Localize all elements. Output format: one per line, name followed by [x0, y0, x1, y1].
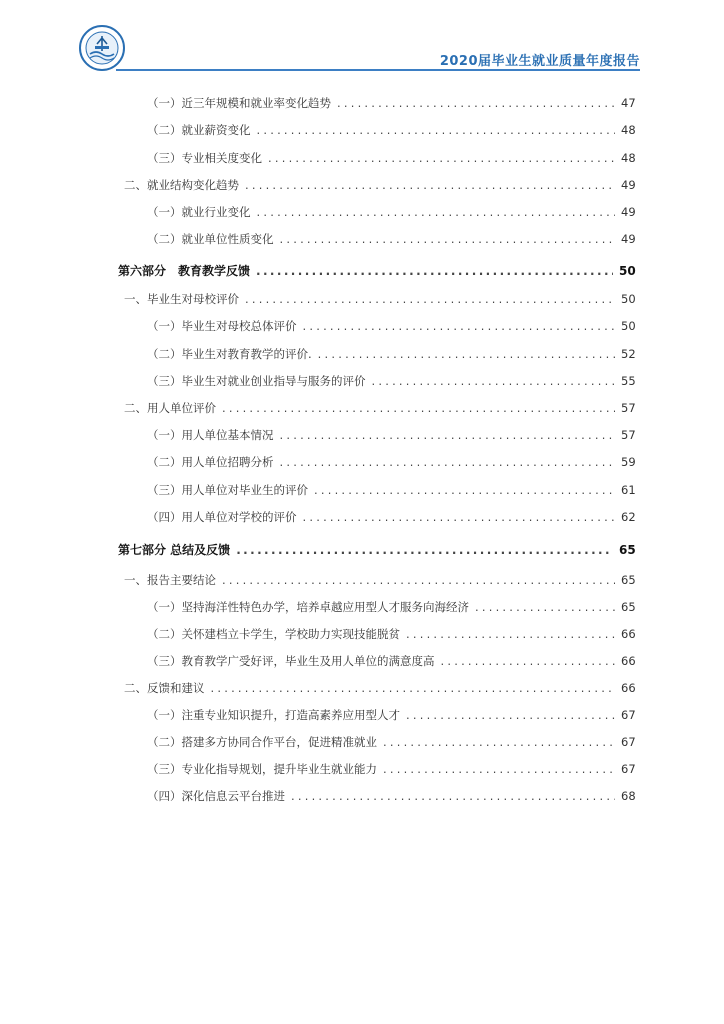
- toc-entry[interactable]: [147, 204, 635, 222]
- toc-page-number: 67: [621, 762, 636, 776]
- dot-leader: [291, 789, 615, 803]
- toc-entry-label: 一、毕业生对母校评价: [124, 292, 239, 306]
- dot-leader: [236, 543, 613, 557]
- toc-entry[interactable]: [147, 626, 635, 644]
- toc-section-entry[interactable]: [118, 541, 635, 559]
- toc-entry-label: （二）用人单位招聘分析: [147, 455, 274, 469]
- toc-page-number: 49: [621, 232, 636, 246]
- dot-leader: [222, 401, 615, 415]
- dot-leader: [257, 123, 616, 137]
- toc-page-number: 66: [621, 654, 636, 668]
- toc-entry[interactable]: [147, 122, 635, 140]
- dot-leader: [383, 762, 615, 776]
- dot-leader: [372, 374, 616, 388]
- toc-entry-label: 二、反馈和建议: [124, 681, 205, 695]
- toc-entry-label: 第七部分 总结及反馈: [118, 543, 231, 557]
- toc-entry-label: （三）专业化指导规划，提升毕业生就业能力: [147, 762, 377, 776]
- header-divider: [116, 69, 640, 71]
- toc-page-number: 50: [621, 319, 636, 333]
- toc-entry[interactable]: [147, 454, 635, 472]
- dot-leader: [406, 627, 615, 641]
- toc-entry-label: （三）用人单位对毕业生的评价: [147, 483, 308, 497]
- dot-leader: [280, 232, 616, 246]
- toc-entry-label: （二）毕业生对教育教学的评价.: [147, 347, 312, 361]
- toc-entry[interactable]: [124, 400, 635, 418]
- toc-entry-label: （一）毕业生对母校总体评价: [147, 319, 297, 333]
- toc-entry[interactable]: [147, 734, 635, 752]
- dot-leader: [257, 205, 616, 219]
- toc-entry-label: （三）专业相关度变化: [147, 151, 262, 165]
- toc-section-entry[interactable]: [118, 262, 635, 280]
- toc-entry-label: 二、就业结构变化趋势: [124, 178, 239, 192]
- toc-entry-label: （一）就业行业变化: [147, 205, 251, 219]
- dot-leader: [337, 96, 615, 110]
- toc-entry-label: （三）教育教学广受好评，毕业生及用人单位的满意度高: [147, 654, 435, 668]
- toc-page-number: 55: [621, 374, 636, 388]
- toc-entry[interactable]: [147, 231, 635, 249]
- toc-page-number: 61: [621, 483, 636, 497]
- toc-entry[interactable]: [147, 150, 635, 168]
- dot-leader: [303, 319, 616, 333]
- university-seal-icon: [78, 24, 126, 72]
- toc-entry[interactable]: [147, 599, 635, 617]
- toc-entry[interactable]: [147, 788, 635, 806]
- report-header-title: 2020届毕业生就业质量年度报告: [439, 54, 640, 69]
- toc-entry[interactable]: [147, 427, 635, 445]
- toc-entry[interactable]: [147, 707, 635, 725]
- dot-leader: [268, 151, 615, 165]
- toc-entry[interactable]: [147, 509, 635, 527]
- toc-entry[interactable]: [147, 653, 635, 671]
- toc-entry[interactable]: [124, 177, 635, 195]
- toc-entry-label: （二）就业单位性质变化: [147, 232, 274, 246]
- toc-entry[interactable]: [147, 346, 635, 364]
- toc-page-number: 57: [621, 401, 636, 415]
- toc-page-number: 67: [621, 735, 636, 749]
- toc-page-number: 50: [621, 292, 636, 306]
- toc-entry-label: （二）搭建多方协同合作平台，促进精准就业: [147, 735, 377, 749]
- dot-leader: [211, 681, 616, 695]
- dot-leader: [303, 510, 616, 524]
- toc-page-number: 66: [621, 627, 636, 641]
- dot-leader: [314, 483, 615, 497]
- toc-page-number: 57: [621, 428, 636, 442]
- toc-page-number: 59: [621, 455, 636, 469]
- toc-page-number: 62: [621, 510, 636, 524]
- toc-entry-label: （一）近三年规模和就业率变化趋势: [147, 96, 331, 110]
- dot-leader: [245, 292, 615, 306]
- toc-entry[interactable]: [124, 680, 635, 698]
- toc-page-number: 48: [621, 123, 636, 137]
- toc-page-number: 66: [621, 681, 636, 695]
- toc-page-number: 67: [621, 708, 636, 722]
- toc-entry-label: （一）注重专业知识提升，打造高素养应用型人才: [147, 708, 400, 722]
- toc-entry[interactable]: [147, 761, 635, 779]
- toc-entry-label: （四）用人单位对学校的评价: [147, 510, 297, 524]
- dot-leader: [245, 178, 615, 192]
- toc-page-number: 68: [621, 789, 636, 803]
- toc-entry-label: （二）关怀建档立卡学生，学校助力实现技能脱贫: [147, 627, 400, 641]
- toc-page-number: 47: [621, 96, 636, 110]
- toc-page-number: 49: [621, 178, 636, 192]
- toc-page-number: 48: [621, 151, 636, 165]
- dot-leader: [222, 573, 615, 587]
- dot-leader: [406, 708, 615, 722]
- toc-entry[interactable]: [124, 291, 635, 309]
- dot-leader: [256, 264, 613, 278]
- dot-leader: [280, 428, 616, 442]
- toc-entry-label: （四）深化信息云平台推进: [147, 789, 285, 803]
- toc-entry-label: （一）坚持海洋性特色办学，培养卓越应用型人才服务向海经济: [147, 600, 469, 614]
- toc-entry-label: （一）用人单位基本情况: [147, 428, 274, 442]
- toc-page-number: 65: [621, 600, 636, 614]
- toc-entry[interactable]: [147, 482, 635, 500]
- toc-page-number: 50: [619, 264, 636, 278]
- toc-entry[interactable]: [147, 318, 635, 336]
- toc-page-number: 49: [621, 205, 636, 219]
- toc-entry-label: 第六部分 教育教学反馈: [118, 264, 251, 278]
- dot-leader: [475, 600, 615, 614]
- toc-entry-label: 一、报告主要结论: [124, 573, 216, 587]
- toc-page-number: 52: [621, 347, 636, 361]
- toc-entry[interactable]: [124, 572, 635, 590]
- toc-page-number: 65: [619, 543, 636, 557]
- dot-leader: [280, 455, 616, 469]
- toc-page-number: 65: [621, 573, 636, 587]
- toc-entry[interactable]: [147, 373, 635, 391]
- toc-entry-label: （二）就业薪资变化: [147, 123, 251, 137]
- dot-leader: [318, 347, 615, 361]
- dot-leader: [383, 735, 615, 749]
- toc-entry[interactable]: [147, 95, 635, 113]
- toc-entry-label: 二、用人单位评价: [124, 401, 216, 415]
- dot-leader: [441, 654, 616, 668]
- toc-entry-label: （三）毕业生对就业创业指导与服务的评价: [147, 374, 366, 388]
